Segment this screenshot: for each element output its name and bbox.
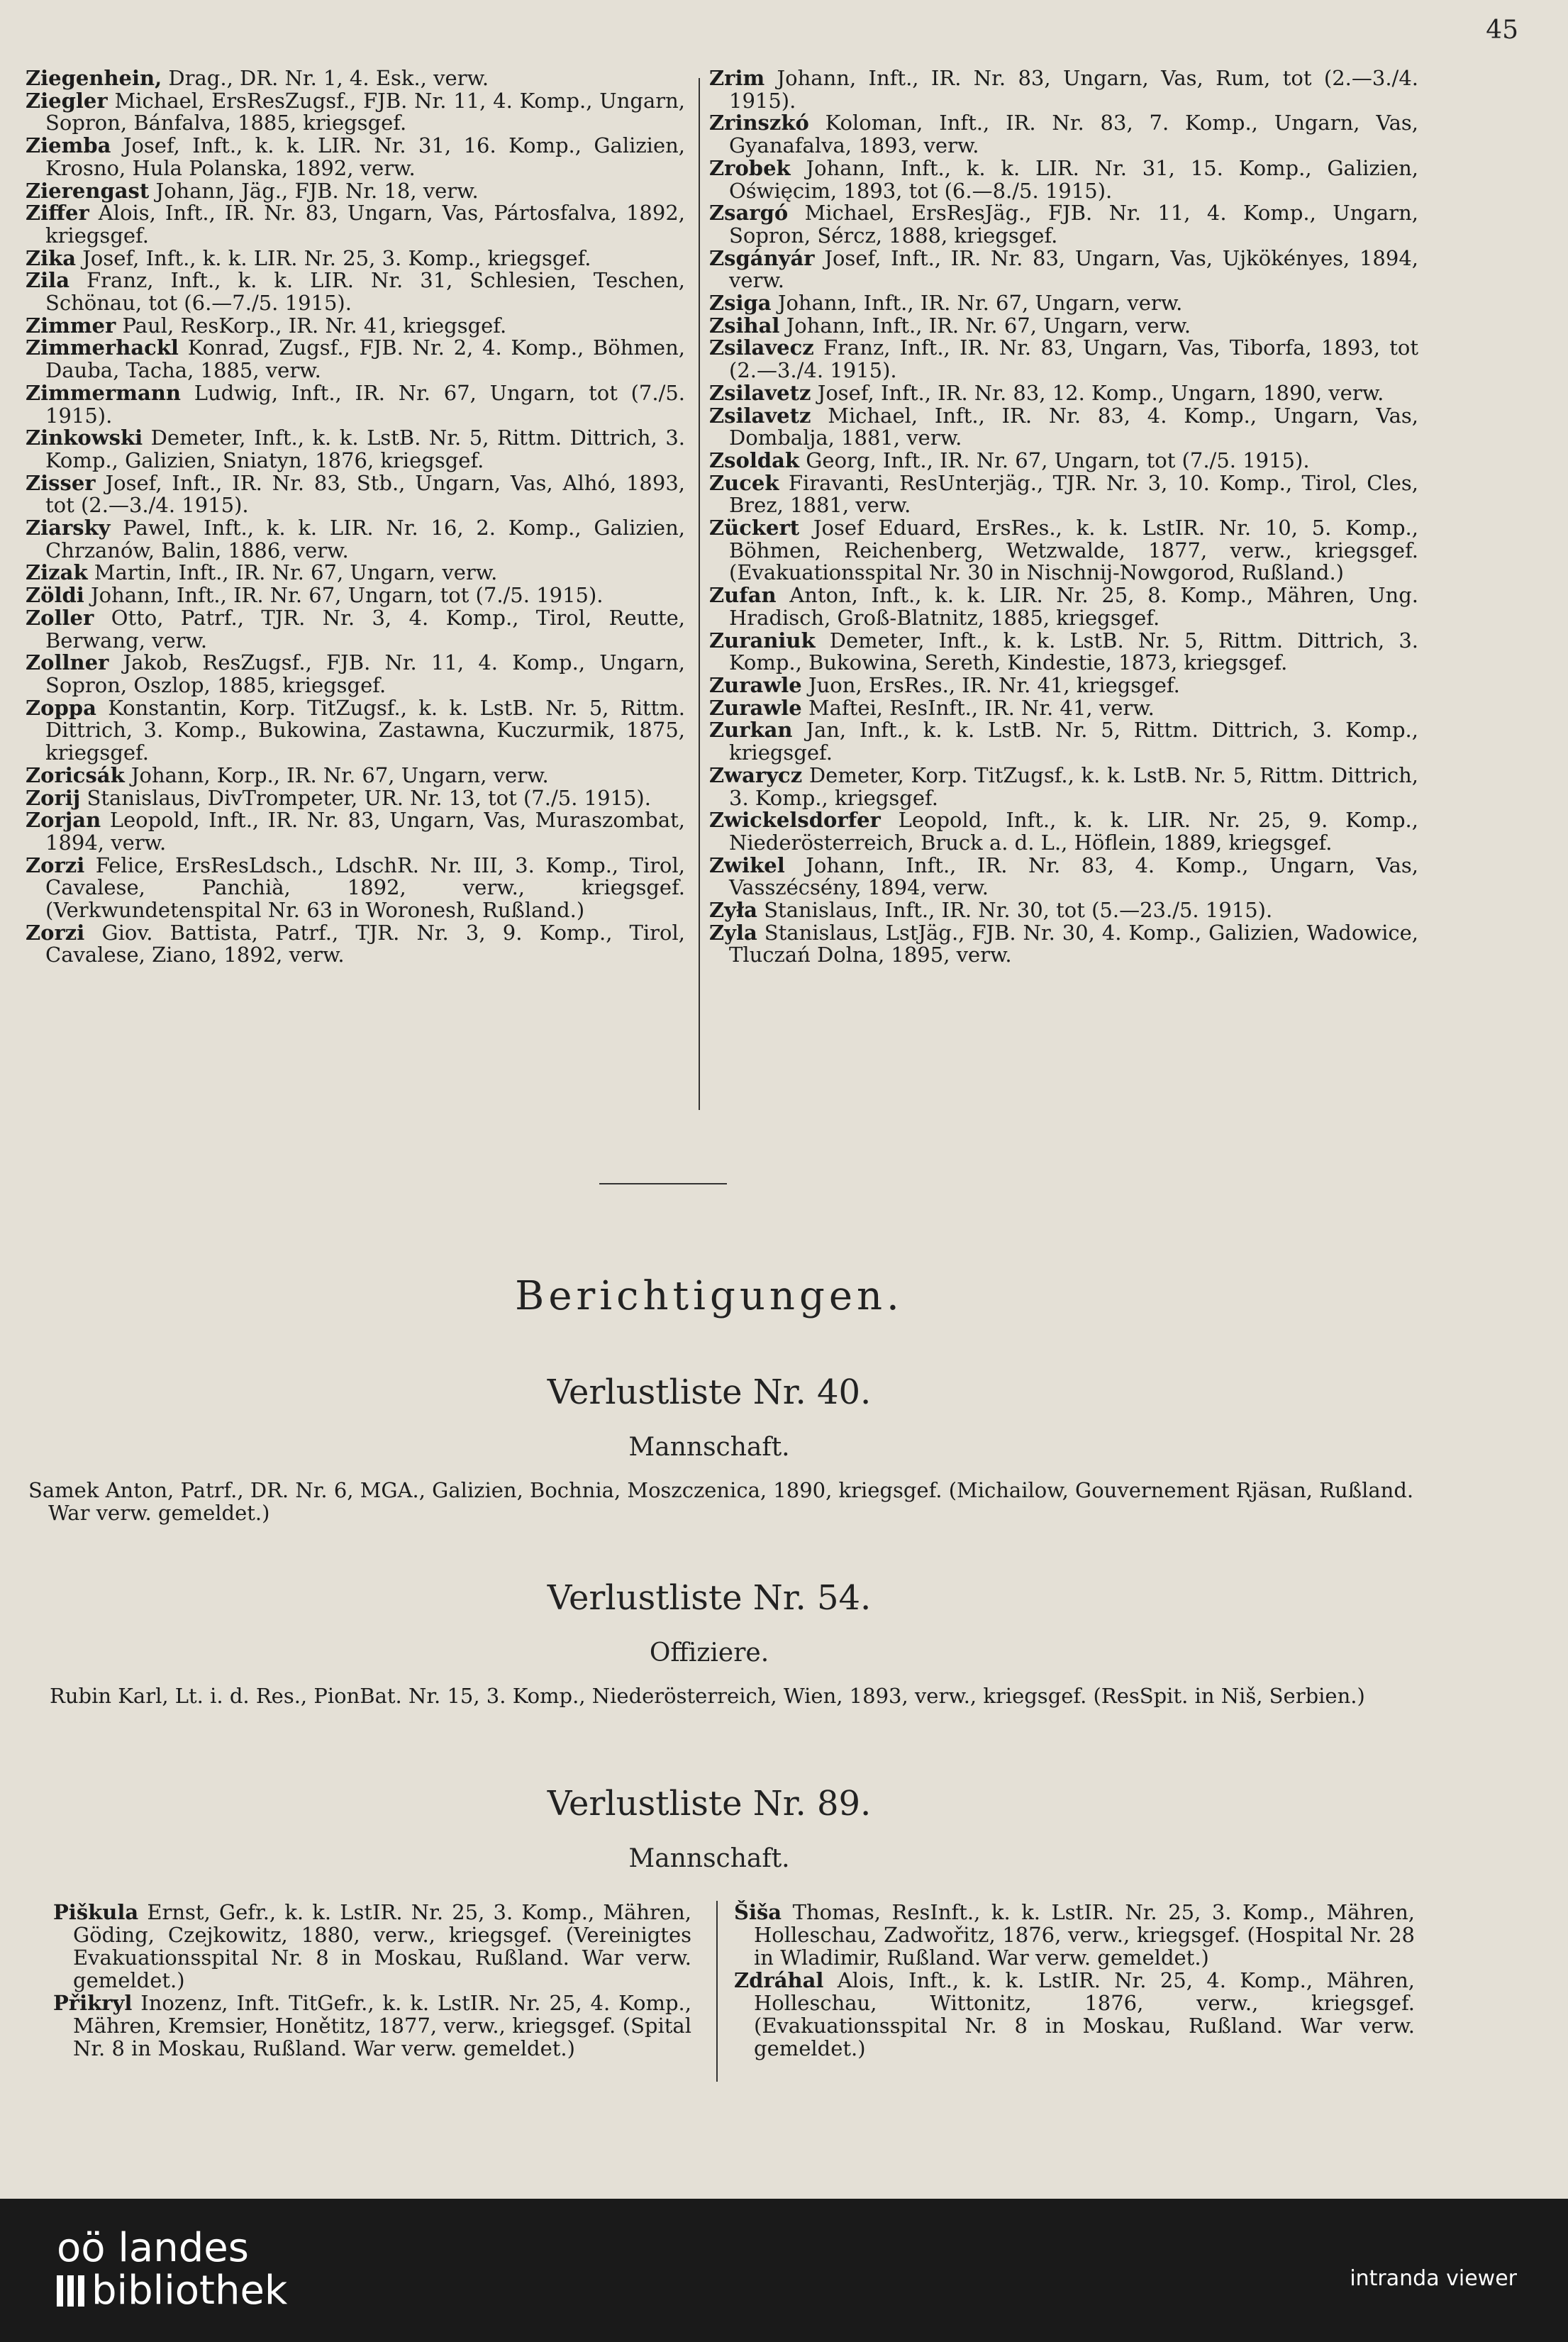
- entry-text: Jan, Inft., k. k. LstB. Nr. 5, Rittm. Dittrich, 3. Komp., kriegsgef.: [729, 718, 1418, 765]
- entry-name: Zwikel: [709, 853, 785, 877]
- list-entry: [734, 1901, 1415, 1969]
- entry-name: Zrobek: [709, 155, 791, 180]
- entry-name: Zizak: [26, 560, 88, 585]
- list-entry: [709, 809, 1418, 854]
- entry-name: Zimmermann: [26, 380, 181, 405]
- list-entry: [709, 67, 1418, 112]
- entry-text: Franz, Inft., IR. Nr. 83, Ungarn, Vas, Tiborfa, 1893, tot (2.—3./4. 1915).: [729, 335, 1419, 383]
- list-entry: [26, 337, 685, 382]
- entry-text: Stanislaus, Inft., IR. Nr. 30, tot (5.—23./5. 1915).: [764, 898, 1273, 923]
- list-entry: [26, 584, 685, 607]
- entry-name: Zyła: [709, 898, 757, 923]
- entry-text: Leopold, Inft., k. k. LIR. Nr. 25, 9. Komp., Niederösterreich, Bruck a. d. L., Höflein, 1889, kriegsgef.: [729, 808, 1418, 855]
- entry-text: Maftei, ResInft., IR. Nr. 41, verw.: [808, 695, 1155, 720]
- entry-name: Zsiga: [709, 291, 772, 316]
- library-logo[interactable]: [57, 2227, 287, 2312]
- entry-text: Konstantin, Korp. TitZugsf., k. k. LstB. Nr. 5, Rittm. Dittrich, 3. Komp., Bukowina, Zastawna, Kuczurmik, 1875, kriegsgef.: [45, 695, 686, 765]
- list-entry: [709, 450, 1418, 472]
- entry-name: Přikryl: [53, 1991, 133, 2015]
- entry-text: Stanislaus, LstJäg., FJB. Nr. 30, 4. Komp., Galizien, Wadowice, Tluczań Dolna, 1895, verw.: [729, 920, 1419, 967]
- list-entry: [26, 697, 685, 765]
- list-entry: [709, 517, 1418, 584]
- entry-text: Koloman, Inft., IR. Nr. 83, 7. Komp., Ungarn, Vas, Gyanafalva, 1893, verw.: [729, 111, 1419, 158]
- list-54-section: Offiziere.: [649, 1638, 769, 1667]
- entry-text: Martin, Inft., IR. Nr. 67, Ungarn, verw.: [94, 560, 498, 585]
- entry-text: Pawel, Inft., k. k. LIR. Nr. 16, 2. Komp., Galizien, Chrzanów, Balin, 1886, verw.: [45, 516, 685, 562]
- entry-name: Zimmer: [26, 313, 116, 338]
- entry-text: Ernst, Gefr., k. k. LstIR. Nr. 25, 3. Komp., Mähren, Göding, Czejkowitz, 1880, verw., kriegsgef. (Vereinigtes Evakuationsspital Nr. 8 in Moskau, Rußland. War verw. gemeldet.): [73, 1900, 691, 1992]
- list-entry: [53, 1992, 691, 2060]
- entry-text: Alois, Inft., IR. Nr. 83, Ungarn, Vas, Pártosfalva, 1892, kriegsgef.: [45, 201, 685, 248]
- list-entry: [26, 809, 685, 854]
- list-40-title: Verlustliste Nr. 40.: [547, 1372, 872, 1412]
- entry-text: Michael, ErsResZugsf., FJB. Nr. 11, 4. Komp., Ungarn, Sopron, Bánfalva, 1885, kriegsgef.: [45, 88, 685, 135]
- list-entry: [709, 245, 1419, 293]
- entry-name: Zöldi: [26, 583, 84, 608]
- entry-text: Josef, Inft., IR. Nr. 83, Ungarn, Vas, Ujkökényes, 1894, verw.: [729, 245, 1419, 293]
- entry-name: Zsgányár: [709, 245, 815, 270]
- list-entry: [26, 382, 685, 427]
- entry-text: Johann, Inft., IR. Nr. 67, Ungarn, verw.: [777, 291, 1183, 316]
- entry-text: Demeter, Korp. TitZugsf., k. k. LstB. Nr. 5, Rittm. Dittrich, 3. Komp., kriegsgef.: [729, 762, 1419, 810]
- list-entry: [709, 719, 1418, 764]
- entry-text: Drag., DR. Nr. 1, 4. Esk., verw.: [168, 66, 489, 90]
- list-entry: [709, 337, 1418, 382]
- entry-name: Piškula: [53, 1900, 139, 1924]
- logo-bars-icon: [57, 2275, 84, 2307]
- entry-text: Inozenz, Inft. TitGefr., k. k. LstIR. Nr. 25, 4. Komp., Mähren, Kremsier, Honětitz, 1877, verw., kriegsgef. (Spital Nr. 8 in Moskau, Rußland. War verw. gemeldet.): [73, 1991, 691, 2060]
- left-column: [26, 67, 685, 967]
- entry-text: Johann, Inft., k. k. LIR. Nr. 31, 15. Komp., Galizien, Oświęcim, 1893, tot (6.—8./5. 1915).: [729, 155, 1419, 203]
- entry-name: Zsihal: [709, 313, 780, 338]
- entry-name: Zsilavetz: [709, 380, 811, 405]
- entry-name: Zurawle: [709, 672, 802, 697]
- logo-line-2-text: bibliothek: [91, 2268, 288, 2314]
- list-89-divider: [716, 1901, 718, 2082]
- entry-text: Jakob, ResZugsf., FJB. Nr. 11, 4. Komp., Ungarn, Sopron, Oszlop, 1885, kriegsgef.: [45, 650, 685, 697]
- list-entry: [709, 584, 1418, 629]
- entry-name: Zwickelsdorfer: [709, 808, 881, 833]
- section-rule: [599, 1183, 727, 1184]
- list-entry: [709, 112, 1418, 157]
- entry-text: Stanislaus, DivTrompeter, UR. Nr. 13, tot (7./5. 1915).: [87, 785, 651, 810]
- corrections-heading: Berichtigungen.: [515, 1273, 903, 1319]
- list-entry: [709, 762, 1419, 810]
- entry-text: Alois, Inft., k. k. LstIR. Nr. 25, 4. Komp., Mähren, Holleschau, Wittonitz, 1876, verw., kriegsgef. (Evakuationsspital Nr. 8 in Moskau, Rußland. War verw. gemeldet.): [754, 1968, 1416, 2060]
- entry-text: Felice, ErsResLdsch., LdschR. Nr. III, 3. Komp., Tirol, Cavalese, Panchià, 1892, verw., kriegsgef. (Verkwundetenspital Nr. 63 in Woronesh, Rußland.): [45, 853, 686, 923]
- entry-name: Zoppa: [26, 695, 96, 720]
- entry-text: Ludwig, Inft., IR. Nr. 67, Ungarn, tot (7./5. 1915).: [45, 380, 686, 428]
- list-entry: [26, 67, 685, 90]
- entry-text: Konrad, Zugsf., FJB. Nr. 2, 4. Komp., Böhmen, Dauba, Tacha, 1885, verw.: [45, 335, 685, 383]
- entry-name: Zsargó: [709, 201, 789, 226]
- right-column: [709, 67, 1418, 967]
- entry-name: Zrim: [709, 66, 765, 90]
- entry-text: Leopold, Inft., IR. Nr. 83, Ungarn, Vas, Muraszombat, 1894, verw.: [45, 808, 685, 855]
- list-entry: [709, 630, 1418, 675]
- list-entry: [53, 1901, 691, 1992]
- entry-name: Zierengast: [26, 178, 150, 203]
- entry-text: Josef Eduard, ErsRes., k. k. LstIR. Nr. 10, 5. Komp., Böhmen, Reichenberg, Wetzwalde, 1877, verw., kriegsgef. (Evakuationsspital Nr. 30 in Nischnij-Nowgorod, Rußland.): [729, 516, 1418, 585]
- entry-text: Demeter, Inft., k. k. LstB. Nr. 5, Rittm. Dittrich, 3. Komp., Galizien, Sniatyn, 1876, kriegsgef.: [45, 426, 686, 472]
- entry-name: Zoricsák: [26, 762, 125, 787]
- entry-name: Zorij: [26, 785, 81, 810]
- entry-name: Zückert: [709, 516, 800, 540]
- entry-text: Josef, Inft., k. k. LIR. Nr. 31, 16. Komp., Galizien, Krosno, Hula Polanska, 1892, verw.: [45, 133, 686, 180]
- list-entry: [709, 315, 1418, 338]
- entry-name: Zdráhal: [734, 1968, 824, 1992]
- entry-text: Otto, Patrf., TJR. Nr. 3, 4. Komp., Tirol, Reutte, Berwang, verw.: [45, 605, 686, 653]
- entry-name: Zwarycz: [709, 762, 803, 787]
- list-89-left-column: [53, 1901, 691, 2060]
- entry-name: Zorjan: [26, 808, 101, 833]
- page-number: 45: [1486, 16, 1518, 45]
- list-entry: [709, 899, 1418, 922]
- list-entry: [26, 562, 685, 584]
- entry-text: Johann, Inft., IR. Nr. 83, Ungarn, Vas, Rum, tot (2.—3./4. 1915).: [729, 66, 1418, 113]
- entry-name: Zsoldak: [709, 448, 800, 472]
- list-54-title: Verlustliste Nr. 54.: [547, 1578, 872, 1618]
- entry-text: Thomas, ResInft., k. k. LstIR. Nr. 25, 3. Komp., Mähren, Holleschau, Zadwořitz, 1876, verw., kriegsgef. (Hospital Nr. 28 in Wladimir, Rußland. War verw. gemeldet.): [754, 1900, 1416, 1970]
- list-entry: [26, 922, 685, 967]
- list-entry: [709, 157, 1418, 202]
- list-entry: [26, 427, 685, 472]
- entry-name: Zimmerhackl: [26, 335, 179, 360]
- entry-name: Ziegenhein,: [26, 66, 162, 90]
- entry-name: Zoller: [26, 605, 94, 630]
- entry-text: Franz, Inft., k. k. LIR. Nr. 31, Schlesien, Teschen, Schönau, tot (6.—7./5. 1915).: [45, 268, 685, 316]
- entry-text: Johann, Inft., IR. Nr. 67, Ungarn, tot (7./5. 1915).: [91, 583, 604, 608]
- entry-text: Paul, ResKorp., IR. Nr. 41, kriegsgef.: [122, 313, 507, 338]
- entry-text: Giov. Battista, Patrf., TJR. Nr. 3, 9. Komp., Tirol, Cavalese, Ziano, 1892, verw.: [45, 920, 685, 967]
- logo-line-1: oö landes: [57, 2225, 249, 2271]
- entry-text: Johann, Korp., IR. Nr. 67, Ungarn, verw.: [130, 762, 549, 787]
- list-entry: [709, 405, 1418, 450]
- entry-name: Zuraniuk: [709, 628, 816, 653]
- entry-name: Zika: [26, 245, 77, 270]
- list-entry: [709, 292, 1418, 315]
- entry-name: Ziemba: [26, 133, 111, 158]
- entry-name: Zollner: [26, 650, 109, 675]
- list-entry: [709, 382, 1418, 405]
- entry-name: Zyla: [709, 920, 757, 945]
- list-54-entry: Rubin Karl, Lt. i. d. Res., PionBat. Nr. 15, 3. Komp., Niederösterreich, Wien, 1893, verw., kriegsgef. (ResSpit. in Niš, Serbien.): [50, 1684, 1365, 1708]
- list-entry: [26, 315, 685, 338]
- entry-text: Demeter, Inft., k. k. LstB. Nr. 5, Rittm. Dittrich, 3. Komp., Bukowina, Sereth, Kindestie, 1873, kriegsgef.: [729, 628, 1418, 675]
- entry-name: Zorzi: [26, 920, 85, 945]
- list-entry: [26, 180, 685, 203]
- entry-name: Zsilavetz: [709, 403, 811, 428]
- entry-name: Šiša: [734, 1900, 782, 1924]
- entry-name: Zucek: [709, 470, 779, 495]
- entry-name: Zurkan: [709, 718, 793, 743]
- entry-text: Johann, Inft., IR. Nr. 67, Ungarn, verw.: [786, 313, 1191, 338]
- entry-name: Zisser: [26, 470, 96, 495]
- logo-line-2: [57, 2270, 287, 2312]
- entry-text: Johann, Jäg., FJB. Nr. 18, verw.: [155, 178, 479, 203]
- list-entry: [26, 652, 685, 697]
- list-entry: [26, 787, 685, 810]
- entry-name: Zufan: [709, 583, 777, 608]
- entry-name: Ziarsky: [26, 516, 111, 540]
- list-89-title: Verlustliste Nr. 89.: [547, 1784, 872, 1824]
- entry-text: Josef, Inft., IR. Nr. 83, Stb., Ungarn, Vas, Alhó, 1893, tot (2.—3./4. 1915).: [45, 470, 685, 518]
- entry-text: Firavanti, ResUnterjäg., TJR. Nr. 3, 10. Komp., Tirol, Cles, Brez, 1881, verw.: [729, 470, 1418, 518]
- list-89-section: Mannschaft.: [628, 1844, 790, 1873]
- entry-name: Zsilavecz: [709, 335, 814, 360]
- list-entry: [709, 922, 1418, 967]
- list-entry: [709, 202, 1418, 247]
- list-89-right-column: [734, 1901, 1415, 2060]
- entry-name: Zurawle: [709, 695, 802, 720]
- column-divider: [699, 78, 700, 1110]
- entry-name: Ziegler: [26, 88, 108, 113]
- list-40-entry: Samek Anton, Patrf., DR. Nr. 6, MGA., Galizien, Bochnia, Moszczenica, 1890, kriegsgef. (Michailow, Gouvernement Rjäsan, Rußland. War verw. gemeldet.): [28, 1478, 1414, 1525]
- entry-text: Johann, Inft., IR. Nr. 83, 4. Komp., Ungarn, Vas, Vasszécsény, 1894, verw.: [729, 853, 1419, 900]
- list-entry: [26, 90, 685, 135]
- list-entry: [26, 245, 685, 270]
- entry-text: Anton, Inft., k. k. LIR. Nr. 25, 8. Komp., Mähren, Ung. Hradisch, Groß-Blatnitz, 1885, kriegsgef.: [729, 583, 1419, 630]
- list-entry: [26, 762, 685, 787]
- entry-text: Michael, Inft., IR. Nr. 83, 4. Komp., Ungarn, Vas, Dombalja, 1881, verw.: [729, 403, 1418, 450]
- list-entry: [709, 472, 1418, 517]
- list-entry: [26, 517, 685, 562]
- list-entry: [26, 855, 685, 922]
- list-entry: [26, 202, 685, 247]
- list-entry: [26, 607, 685, 652]
- list-40-section: Mannschaft.: [628, 1433, 790, 1462]
- list-entry: [709, 672, 1418, 697]
- entry-name: Zila: [26, 268, 69, 293]
- entry-text: Georg, Inft., IR. Nr. 67, Ungarn, tot (7./5. 1915).: [806, 448, 1310, 472]
- entry-name: Zinkowski: [26, 426, 143, 450]
- list-entry: [709, 855, 1418, 899]
- entry-text: Michael, ErsResJäg., FJB. Nr. 11, 4. Komp., Ungarn, Sopron, Sércz, 1888, kriegsgef.: [729, 201, 1418, 248]
- list-entry: [26, 135, 685, 179]
- list-entry: [26, 270, 685, 314]
- entry-text: Juon, ErsRes., IR. Nr. 41, kriegsgef.: [808, 672, 1180, 697]
- entry-text: Josef, Inft., IR. Nr. 83, 12. Komp., Ungarn, 1890, verw.: [817, 380, 1384, 405]
- viewer-label: intranda viewer: [1350, 2266, 1517, 2291]
- entry-name: Zorzi: [26, 853, 85, 877]
- entry-name: Zrinszkó: [709, 111, 809, 135]
- list-entry: [26, 472, 685, 517]
- entry-text: Josef, Inft., k. k. LIR. Nr. 25, 3. Komp., kriegsgef.: [82, 245, 591, 270]
- list-entry: [734, 1969, 1415, 2060]
- entry-name: Ziffer: [26, 201, 89, 226]
- list-entry: [709, 697, 1418, 720]
